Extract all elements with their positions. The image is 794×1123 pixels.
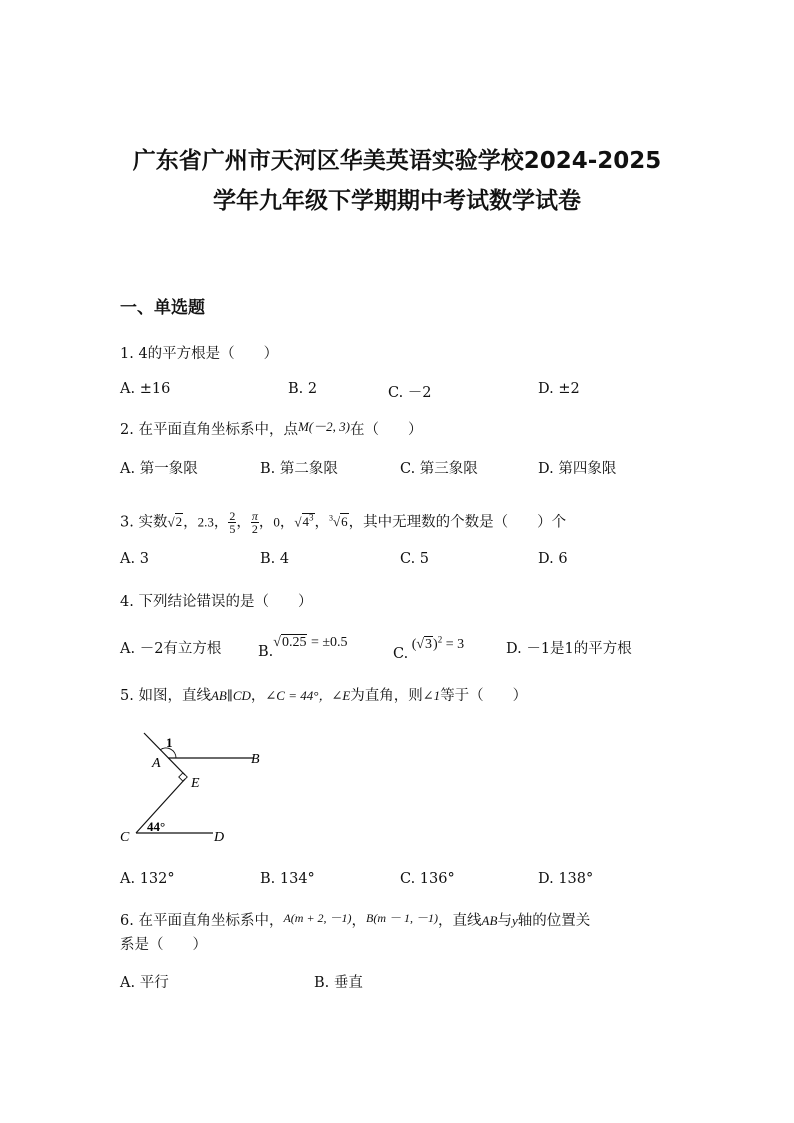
question-3-fraction-pi-2: $\frac{\pi}{2}$ bbox=[251, 508, 258, 536]
question-5-angle-1: ∠1 bbox=[422, 688, 441, 703]
question-5-option-a: A. 132° bbox=[120, 871, 175, 887]
question-3-option-a: A. 3 bbox=[120, 551, 149, 567]
question-3-sqrt2: √2 bbox=[167, 514, 183, 530]
question-2-option-a: A. 第一象限 bbox=[120, 461, 198, 477]
question-6-y-axis: y bbox=[511, 913, 518, 928]
question-3-prefix: 3. 实数 bbox=[120, 514, 168, 531]
question-1-option-c: C. －2 bbox=[388, 385, 432, 401]
question-5-parallel-lines: AB∥CD bbox=[210, 688, 251, 703]
question-2-option-c: C. 第三象限 bbox=[400, 461, 478, 477]
question-3-fraction-2-5: $\frac{2}{5}$ bbox=[229, 508, 236, 536]
question-4-option-c: C. $(√3)^2 = 3$ bbox=[393, 634, 465, 662]
question-3-stem: 3. 实数√2，2.3， $\frac{2}{5}$ ， $\frac{\pi}{2}$ ，0，$√4^3$，$^3$√6，其中无理数的个数是（ ）个 bbox=[120, 508, 567, 536]
question-6-option-b: B. 垂直 bbox=[314, 975, 363, 991]
question-3-sqrt-4-cubed: $√4^3$ bbox=[294, 513, 314, 530]
question-5-stem: 5. 如图，直线AB∥CD，∠C = 44°，∠E为直角，则∠1等于（ ） bbox=[120, 688, 528, 704]
label-angle-c: 44° bbox=[147, 819, 166, 834]
question-5-angle-c: ∠C = 44°，∠E bbox=[265, 688, 351, 703]
question-6-stem-line2: 系是（ ） bbox=[120, 937, 207, 953]
section-heading-single-choice: 一、单选题 bbox=[120, 298, 205, 318]
question-3-option-c: C. 5 bbox=[400, 551, 430, 567]
question-6-point-a: A(m + 2, －1) bbox=[283, 911, 352, 925]
question-6-point-b: B(m － 1, －1) bbox=[366, 911, 439, 925]
question-5-option-c: C. 136° bbox=[400, 871, 455, 887]
document-title-line1: 广东省广州市天河区华美英语实验学校2024-2025 bbox=[132, 148, 662, 174]
question-6-stem-line1: 6. 在平面直角坐标系中，$^{A(m + 2, -1)}$，$^{B(m - 1, -1)}$，直线AB与y轴的位置关 bbox=[120, 911, 591, 929]
question-6-option-a: A. 平行 bbox=[120, 975, 169, 991]
question-2-option-b: B. 第二象限 bbox=[260, 461, 338, 477]
document-title-line2: 学年九年级下学期期中考试数学试卷 bbox=[213, 188, 581, 214]
question-2-suffix: 在（ ） bbox=[349, 422, 423, 438]
label-1: 1 bbox=[166, 735, 173, 750]
question-1-option-b: B. 2 bbox=[288, 381, 318, 397]
label-b: B bbox=[251, 752, 260, 767]
question-2-stem bbox=[120, 418, 422, 439]
question-3-cube-root-6: $^3$√6 bbox=[329, 514, 348, 530]
question-4-option-a: A. －2有立方根 bbox=[120, 641, 222, 657]
question-1-option-d: D. ±2 bbox=[538, 381, 580, 397]
question-2-option-d: D. 第四象限 bbox=[538, 461, 617, 477]
question-3-option-d: D. 6 bbox=[538, 551, 568, 567]
right-angle-marker bbox=[179, 773, 187, 781]
label-c: C bbox=[120, 830, 130, 845]
question-4-option-b: B.√0.25 = ±0.5 bbox=[258, 635, 348, 660]
question-5-figure bbox=[110, 725, 290, 850]
question-3-option-b: B. 4 bbox=[260, 551, 290, 567]
question-5-prefix: 5. 如图，直线 bbox=[120, 688, 211, 704]
question-5-option-d: D. 138° bbox=[538, 871, 594, 887]
question-2-prefix: 2. 在平面直角坐标系中，点 bbox=[120, 422, 298, 438]
label-d: D bbox=[214, 830, 225, 845]
label-a: A bbox=[152, 756, 161, 771]
label-e: E bbox=[191, 776, 200, 791]
question-6-line-ab: AB bbox=[481, 913, 498, 928]
question-3-zero: 0 bbox=[273, 514, 280, 530]
question-4-stem: 4. 下列结论错误的是（ ） bbox=[120, 594, 313, 610]
question-1-option-a: A. ±16 bbox=[120, 381, 171, 397]
transversal-line bbox=[144, 733, 185, 775]
question-2-point-m: M(－2, 3) bbox=[297, 419, 350, 434]
question-1-stem: 1. 4的平方根是（ ） bbox=[120, 346, 279, 362]
question-4-option-d: D. －1是1的平方根 bbox=[506, 641, 632, 657]
question-3-decimal: 2.3 bbox=[197, 514, 214, 530]
question-5-option-b: B. 134° bbox=[260, 871, 315, 887]
question-3-suffix: ，其中无理数的个数是（ ）个 bbox=[348, 514, 567, 531]
